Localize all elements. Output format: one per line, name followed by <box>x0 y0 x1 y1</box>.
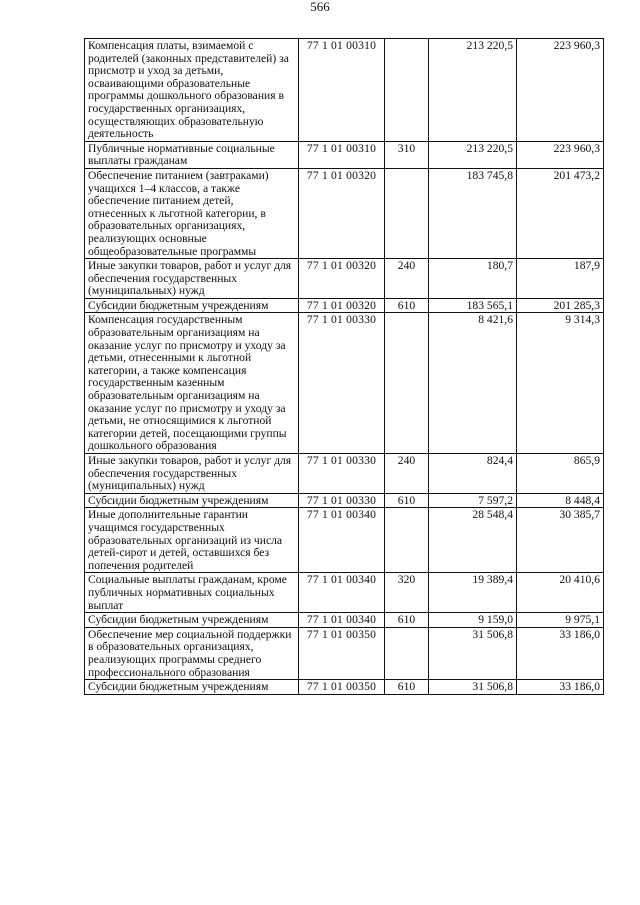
table-row <box>85 493 604 508</box>
row-amount-year2: 9 314,3 <box>517 313 604 454</box>
table-row <box>85 259 604 299</box>
row-target-article: 77 1 01 00340 <box>299 573 385 613</box>
row-amount-year1: 31 506,8 <box>429 680 517 695</box>
row-target-article: 77 1 01 00340 <box>299 508 385 573</box>
table-row <box>85 313 604 454</box>
row-target-article: 77 1 01 00320 <box>299 168 385 258</box>
table-row <box>85 627 604 679</box>
row-expense-type: 610 <box>385 298 429 313</box>
budget-table <box>84 38 604 695</box>
table-row <box>85 613 604 628</box>
row-amount-year2: 187,9 <box>517 259 604 299</box>
row-name: Обеспечение мер социальной поддержки в образовательных организациях, реализующих программы среднего профессионального образования <box>85 627 299 679</box>
row-amount-year2: 865,9 <box>517 454 604 494</box>
table-row <box>85 39 604 142</box>
table-row <box>85 573 604 613</box>
table-row <box>85 454 604 494</box>
row-amount-year1: 19 389,4 <box>429 573 517 613</box>
row-amount-year2: 9 975,1 <box>517 613 604 628</box>
row-name: Обеспечение питанием (завтраками) учащихся 1–4 классов, а также обеспечение питанием детей, отнесенных к льготной категории, в образовательных организациях, реализующих основные общеобразовательные программы <box>85 168 299 258</box>
table-row <box>85 141 604 168</box>
row-target-article: 77 1 01 00320 <box>299 298 385 313</box>
row-amount-year2: 33 186,0 <box>517 627 604 679</box>
row-name: Социальные выплаты гражданам, кроме публичных нормативных социальных выплат <box>85 573 299 613</box>
row-name: Субсидии бюджетным учреждениям <box>85 298 299 313</box>
row-expense-type: 310 <box>385 141 429 168</box>
row-expense-type: 610 <box>385 493 429 508</box>
row-amount-year1: 213 220,5 <box>429 39 517 142</box>
row-expense-type: 240 <box>385 454 429 494</box>
row-target-article: 77 1 01 00350 <box>299 627 385 679</box>
row-expense-type <box>385 627 429 679</box>
row-name: Иные закупки товаров, работ и услуг для обеспечения государственных (муниципальных) нужд <box>85 259 299 299</box>
row-target-article: 77 1 01 00330 <box>299 493 385 508</box>
row-target-article: 77 1 01 00340 <box>299 613 385 628</box>
row-expense-type <box>385 313 429 454</box>
row-amount-year1: 213 220,5 <box>429 141 517 168</box>
table-row <box>85 680 604 695</box>
row-amount-year1: 7 597,2 <box>429 493 517 508</box>
row-amount-year1: 31 506,8 <box>429 627 517 679</box>
row-amount-year1: 824,4 <box>429 454 517 494</box>
row-expense-type <box>385 39 429 142</box>
row-amount-year1: 183 745,8 <box>429 168 517 258</box>
row-amount-year2: 223 960,3 <box>517 141 604 168</box>
row-amount-year1: 28 548,4 <box>429 508 517 573</box>
row-expense-type <box>385 168 429 258</box>
row-name: Субсидии бюджетным учреждениям <box>85 493 299 508</box>
row-expense-type: 610 <box>385 680 429 695</box>
row-amount-year2: 30 385,7 <box>517 508 604 573</box>
row-amount-year1: 8 421,6 <box>429 313 517 454</box>
row-amount-year2: 20 410,6 <box>517 573 604 613</box>
row-name: Публичные нормативные социальные выплаты гражданам <box>85 141 299 168</box>
row-target-article: 77 1 01 00310 <box>299 141 385 168</box>
table-row <box>85 168 604 258</box>
row-name: Компенсация государственным образовательным организациям на оказание услуг по присмотру и уходу за детьми, отнесенными к льготной категории, а также компенсация государственным казенным образовательным организациям на оказание услуг по присмотру и уходу за детьми, не относящимися к льготной категории детей, посещающими группы дошкольного образования <box>85 313 299 454</box>
row-target-article: 77 1 01 00350 <box>299 680 385 695</box>
row-amount-year1: 183 565,1 <box>429 298 517 313</box>
row-amount-year2: 201 473,2 <box>517 168 604 258</box>
row-expense-type: 610 <box>385 613 429 628</box>
table-row <box>85 508 604 573</box>
row-amount-year2: 33 186,0 <box>517 680 604 695</box>
budget-table-body <box>85 39 604 695</box>
row-target-article: 77 1 01 00320 <box>299 259 385 299</box>
row-target-article: 77 1 01 00310 <box>299 39 385 142</box>
row-amount-year1: 9 159,0 <box>429 613 517 628</box>
row-name: Компенсация платы, взимаемой с родителей (законных представителей) за присмотр и уход за детьми, осваивающими образовательные программы дошкольного образования в государственных организациях, осуществляющих образовательную деятельность <box>85 39 299 142</box>
row-amount-year2: 8 448,4 <box>517 493 604 508</box>
row-name: Иные дополнительные гарантии учащимся государственных образовательных организаций из числа детей-сирот и детей, оставшихся без попечения родителей <box>85 508 299 573</box>
row-expense-type: 240 <box>385 259 429 299</box>
page-number: 566 <box>310 0 330 14</box>
row-name: Субсидии бюджетным учреждениям <box>85 680 299 695</box>
table-row <box>85 298 604 313</box>
row-target-article: 77 1 01 00330 <box>299 313 385 454</box>
row-target-article: 77 1 01 00330 <box>299 454 385 494</box>
row-name: Субсидии бюджетным учреждениям <box>85 613 299 628</box>
row-amount-year2: 201 285,3 <box>517 298 604 313</box>
row-expense-type <box>385 508 429 573</box>
row-amount-year1: 180,7 <box>429 259 517 299</box>
row-amount-year2: 223 960,3 <box>517 39 604 142</box>
row-expense-type: 320 <box>385 573 429 613</box>
row-name: Иные закупки товаров, работ и услуг для обеспечения государственных (муниципальных) нужд <box>85 454 299 494</box>
